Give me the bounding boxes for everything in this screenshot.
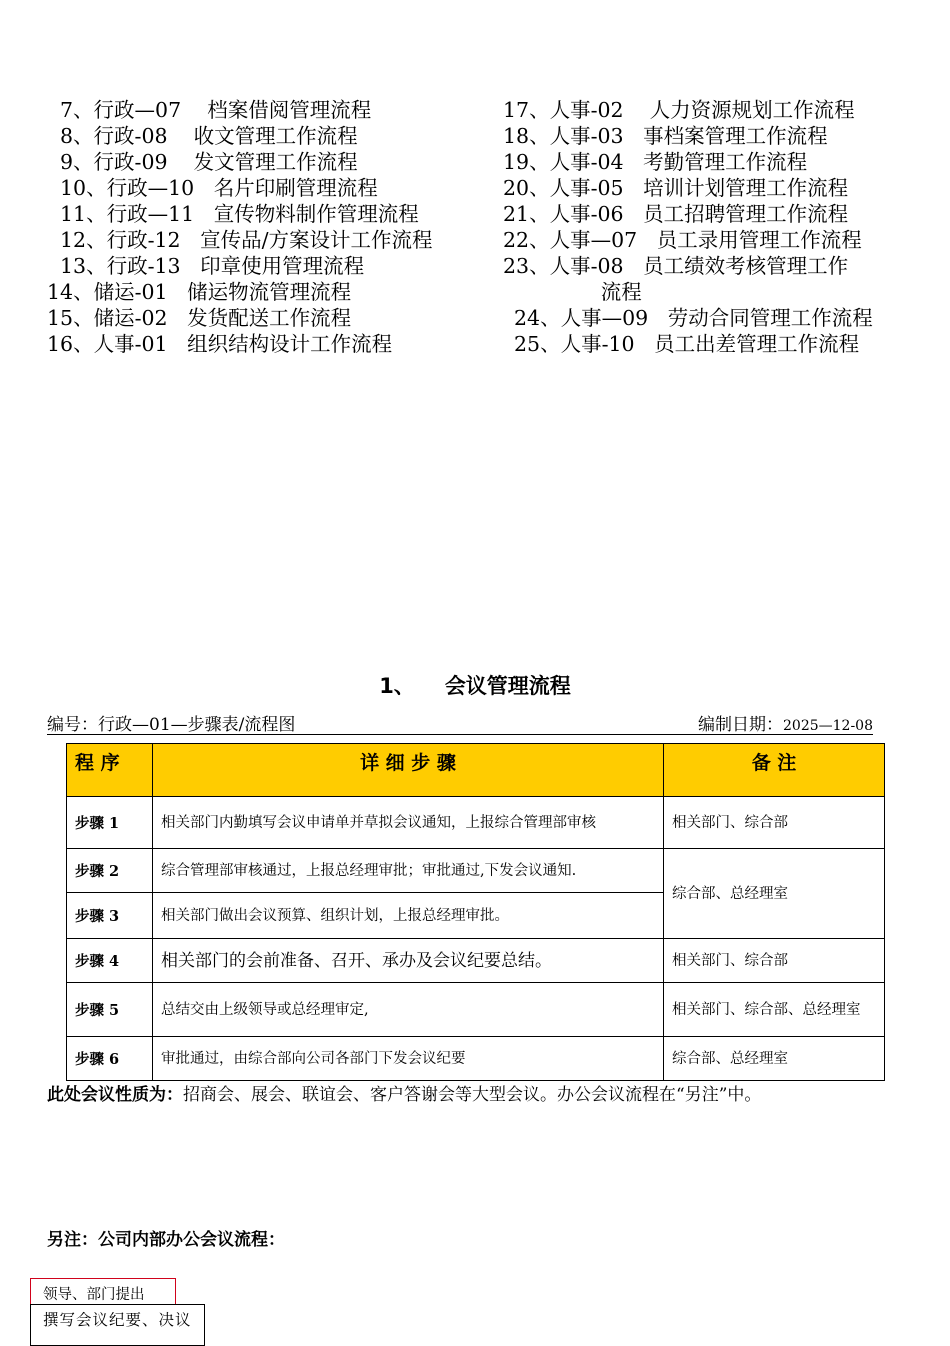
toc-entry: 7、行政—07 档案借阅管理流程: [60, 98, 372, 122]
section-number: 1、: [379, 674, 415, 698]
table-row: [67, 1037, 885, 1081]
toc-entry: 19、人事-04 考勤管理工作流程: [503, 150, 808, 174]
table-header-row: [67, 744, 885, 797]
toc-entry: 24、人事—09 劳动合同管理工作流程: [514, 306, 873, 330]
flow-box-text: 领导、部门提出: [43, 1287, 145, 1303]
table-row: [67, 939, 885, 983]
step-label: 步骤 1: [67, 797, 153, 849]
toc-entry: 12、行政-12 宣传品/方案设计工作流程: [60, 228, 433, 252]
toc-entry: 14、储运-01 储运物流管理流程: [47, 280, 352, 304]
step-label: 步骤 2: [67, 849, 153, 893]
toc-entry: 流程: [503, 280, 642, 304]
step-detail: 相关部门的会前准备、召开、承办及会议纪要总结。: [153, 939, 664, 983]
step-detail: 审批通过，由综合部向公司各部门下发会议纪要: [153, 1037, 664, 1081]
step-label: 步骤 5: [67, 983, 153, 1037]
toc-entry: 18、人事-03 事档案管理工作流程: [503, 124, 828, 148]
toc-entry: 8、行政-08 收文管理工作流程: [60, 124, 358, 148]
table-row: [67, 849, 885, 893]
compile-date-value: 2025—12-08: [783, 718, 873, 734]
step-note: 相关部门、综合部: [664, 797, 885, 849]
step-detail: 总结交由上级领导或总经理审定,: [153, 983, 664, 1037]
step-note: 相关部门、综合部: [664, 939, 885, 983]
steps-table: [66, 743, 885, 1081]
step-detail: 相关部门内勤填写会议申请单并草拟会议通知，上报综合管理部审核: [153, 797, 664, 849]
toc-entry: 11、行政—11 宣传物料制作管理流程: [60, 202, 419, 226]
section-title-text: 会议管理流程: [444, 674, 571, 698]
document-code: 编号：行政—01—步骤表/流程图: [47, 715, 296, 735]
compile-date-label: 编制日期：: [698, 715, 783, 735]
step-note: 综合部、总经理室: [664, 1037, 885, 1081]
step-label: 步骤 4: [67, 939, 153, 983]
toc-entry: 15、储运-02 发货配送工作流程: [47, 306, 352, 330]
meeting-nature-label: 此处会议性质为：: [47, 1085, 183, 1105]
toc-entry: 25、人事-10 员工出差管理工作流程: [514, 332, 860, 356]
toc-entry: 17、人事-02 人力资源规划工作流程: [503, 98, 855, 122]
table-row: [67, 797, 885, 849]
toc-entry: 13、行政-13 印章使用管理流程: [60, 254, 365, 278]
additional-note-heading: 另注：公司内部办公会议流程：: [47, 1230, 285, 1250]
flow-box-write-minutes: [30, 1304, 205, 1346]
header-detail: 详 细 步 骤: [153, 744, 664, 797]
flow-box-text: 撰写会议纪要、决议: [43, 1311, 192, 1329]
meeting-nature: [47, 1080, 761, 1105]
step-label: 步骤 3: [67, 893, 153, 939]
toc-entry: 20、人事-05 培训计划管理工作流程: [503, 176, 849, 200]
toc-entry: 22、人事—07 员工录用管理工作流程: [503, 228, 862, 252]
toc-entry: 21、人事-06 员工招聘管理工作流程: [503, 202, 849, 226]
toc-entry: 9、行政-09 发文管理工作流程: [60, 150, 358, 174]
toc-entry: 23、人事-08 员工绩效考核管理工作: [503, 254, 849, 278]
section-title: [0, 670, 950, 700]
toc-entry: 10、行政—10 名片印刷管理流程: [60, 176, 378, 200]
step-label: 步骤 6: [67, 1037, 153, 1081]
toc-entry: 16、人事-01 组织结构设计工作流程: [47, 332, 393, 356]
step-detail: 相关部门做出会议预算、组织计划，上报总经理审批。: [153, 893, 664, 939]
step-note: 相关部门、综合部、总经理室: [664, 983, 885, 1037]
document-meta: [47, 710, 873, 735]
header-note: 备 注: [664, 744, 885, 797]
compile-date: [698, 710, 873, 735]
table-row: [67, 983, 885, 1037]
meeting-nature-text: 招商会、展会、联谊会、客户答谢会等大型会议。办公会议流程在“另注”中。: [183, 1085, 762, 1105]
step-note: 综合部、总经理室: [664, 849, 885, 939]
header-procedure: 程 序: [67, 744, 153, 797]
step-detail: 综合管理部审核通过，上报总经理审批；审批通过,下发会议通知.: [153, 849, 664, 893]
